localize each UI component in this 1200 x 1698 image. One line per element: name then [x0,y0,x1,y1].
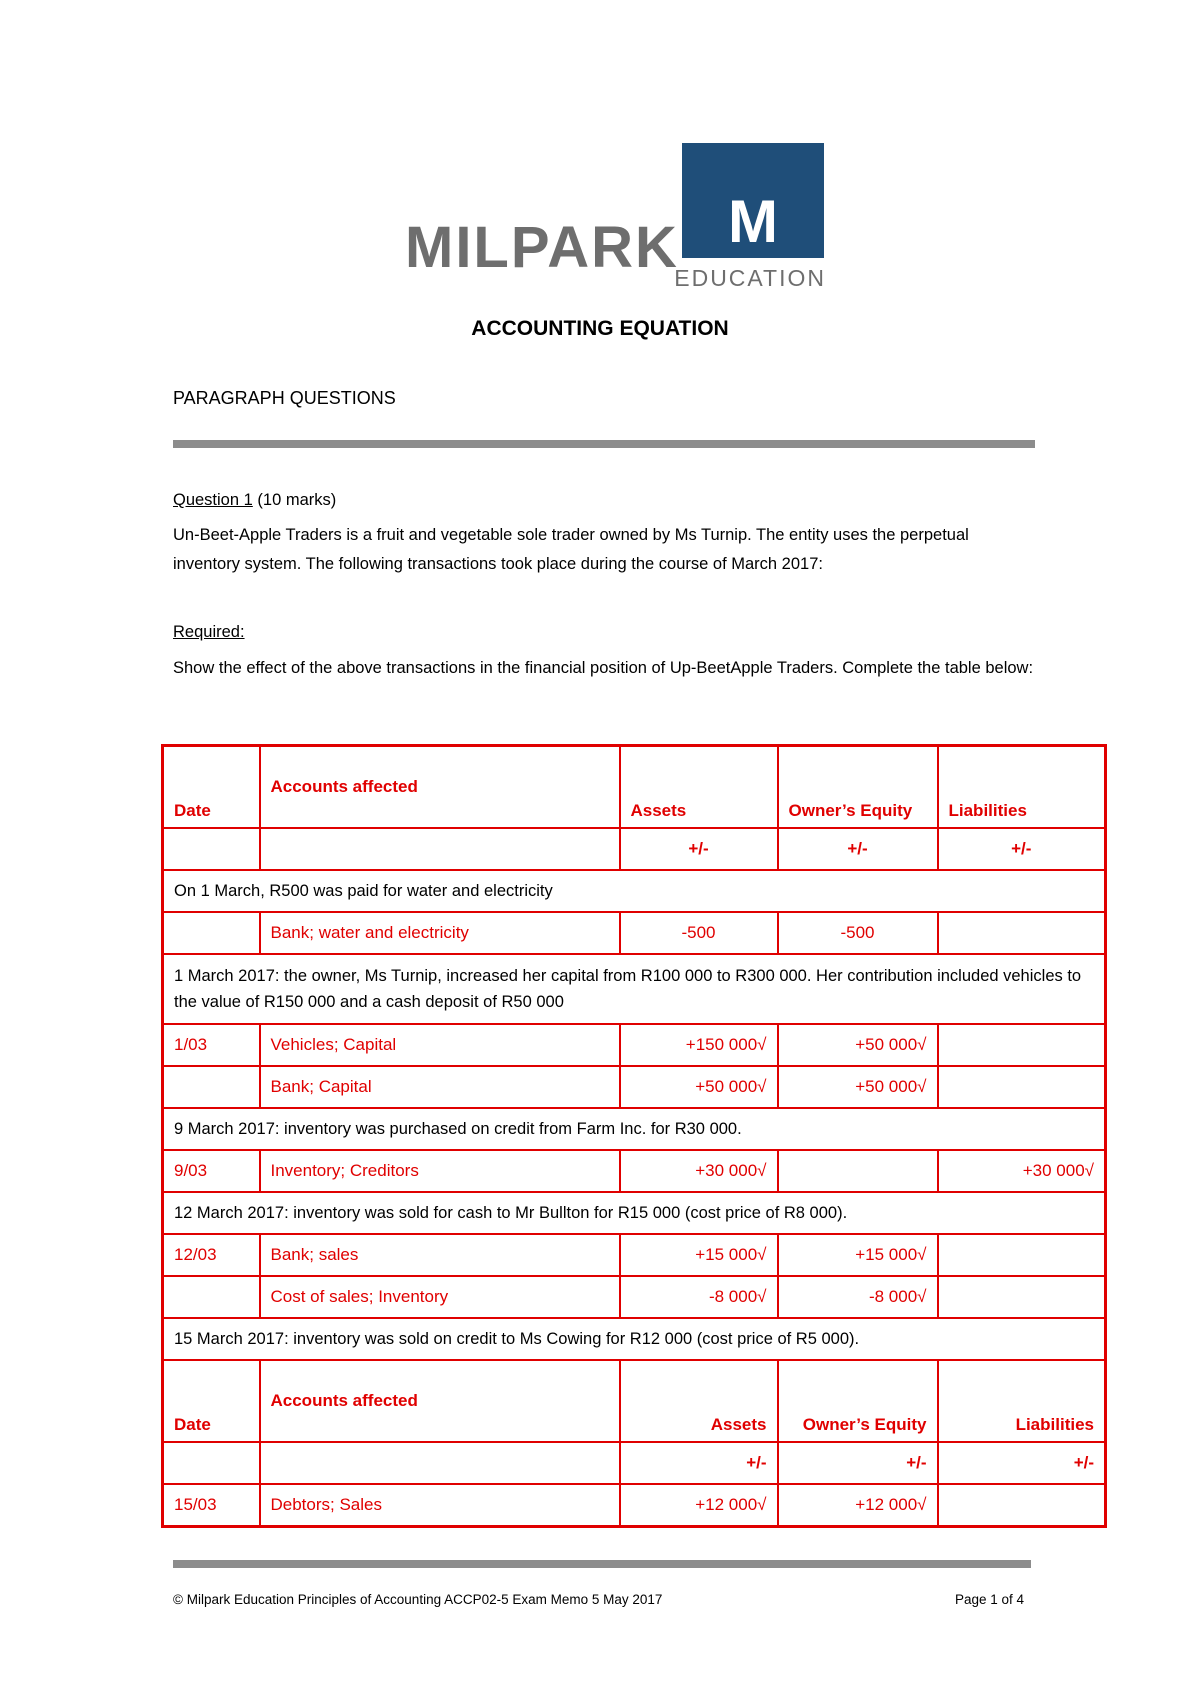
header-accounts: Accounts affected [260,746,620,829]
sign-cell-empty [260,1442,620,1484]
table-header-row-repeat [163,1360,1106,1442]
header-date: Date [163,1360,260,1442]
sign-cell-empty [163,1442,260,1484]
table-row [163,1024,1106,1066]
cell-equity: +50 000√ [778,1066,938,1108]
logo-education: EDUCATION [674,265,826,291]
cell-liabilities [938,1066,1106,1108]
milpark-logo [405,143,825,293]
section-subtitle: PARAGRAPH QUESTIONS [173,388,396,408]
transaction-description: On 1 March, R500 was paid for water and electricity [163,870,1106,912]
page-title: ACCOUNTING EQUATION [471,317,729,340]
cell-equity: +50 000√ [778,1024,938,1066]
question-heading [173,491,1035,510]
header-liabilities: Liabilities [938,746,1106,829]
logo-wordmark: MILPARK [405,215,679,280]
bottom-divider [173,1560,1031,1568]
cell-assets: +12 000√ [620,1484,778,1527]
transaction-description-row [163,1108,1106,1150]
cell-liabilities [938,1484,1106,1527]
question-body: Un-Beet-Apple Traders is a fruit and vegetable sole trader owned by Ms Turnip. The entity uses the perpetual inventory system. The following transactions took place during the course of March 2017: [173,526,969,573]
transaction-description-row [163,954,1106,1024]
cell-accounts: Bank; Capital [260,1066,620,1108]
sign-assets: +/- [620,1442,778,1484]
header-accounts: Accounts affected [260,1360,620,1442]
required-body: Show the effect of the above transactions in the financial position of Up-BeetApple Traders. Complete the table below: [173,659,1034,677]
cell-accounts: Bank; water and electricity [260,912,620,954]
top-divider [173,440,1035,448]
sign-assets: +/- [620,828,778,870]
cell-date: 9/03 [163,1150,260,1192]
table-row [163,912,1106,954]
table-row [163,1484,1106,1527]
sign-liabilities: +/- [938,1442,1106,1484]
sign-equity: +/- [778,1442,938,1484]
transaction-description: 15 March 2017: inventory was sold on credit to Ms Cowing for R12 000 (cost price of R5 000). [163,1318,1106,1360]
required-label: Required: [173,623,245,641]
question-label: Question 1 [173,491,253,509]
cell-accounts: Inventory; Creditors [260,1150,620,1192]
transaction-description: 12 March 2017: inventory was sold for cash to Mr Bullton for R15 000 (cost price of R8 000). [163,1192,1106,1234]
question-marks: (10 marks) [257,491,337,509]
transaction-description-row [163,870,1106,912]
cell-liabilities [938,1234,1106,1276]
cell-assets: +50 000√ [620,1066,778,1108]
cell-assets: +30 000√ [620,1150,778,1192]
transaction-description: 9 March 2017: inventory was purchased on credit from Farm Inc. for R30 000. [163,1108,1106,1150]
cell-assets: +150 000√ [620,1024,778,1066]
transaction-description-row [163,1192,1106,1234]
table-sign-row [163,828,1106,870]
logo-square [682,143,824,258]
footer-page-number: Page 1 of 4 [955,1592,1025,1607]
cell-date [163,912,260,954]
header-assets: Assets [620,746,778,829]
table-row [163,1150,1106,1192]
footer-copyright: © Milpark Education Principles of Accounting ACCP02-5 Exam Memo 5 May 2017 [173,1592,663,1607]
cell-accounts: Debtors; Sales [260,1484,620,1527]
cell-liabilities [938,1024,1106,1066]
cell-equity: +15 000√ [778,1234,938,1276]
cell-liabilities: +30 000√ [938,1150,1106,1192]
cell-equity: -8 000√ [778,1276,938,1318]
sign-equity: +/- [778,828,938,870]
table-row [163,1234,1106,1276]
transaction-description: 1 March 2017: the owner, Ms Turnip, increased her capital from R100 000 to R300 000. Her contribution included vehicles to the value of R150 000 and a cash deposit of R50 000 [163,954,1106,1024]
cell-accounts: Cost of sales; Inventory [260,1276,620,1318]
header-liabilities: Liabilities [938,1360,1106,1442]
accounting-equation-table [161,744,1107,1528]
sign-cell-empty [163,828,260,870]
cell-assets: +15 000√ [620,1234,778,1276]
cell-equity [778,1150,938,1192]
logo-m-letter: M [728,188,778,255]
cell-date: 1/03 [163,1024,260,1066]
cell-liabilities [938,912,1106,954]
header-equity: Owner’s Equity [778,746,938,829]
header-equity: Owner’s Equity [778,1360,938,1442]
cell-equity: -500 [778,912,938,954]
cell-date [163,1066,260,1108]
cell-assets: -500 [620,912,778,954]
table-header-row [163,746,1106,829]
cell-accounts: Vehicles; Capital [260,1024,620,1066]
header-assets: Assets [620,1360,778,1442]
header-date: Date [163,746,260,829]
cell-equity: +12 000√ [778,1484,938,1527]
sign-liabilities: +/- [938,828,1106,870]
cell-assets: -8 000√ [620,1276,778,1318]
cell-liabilities [938,1276,1106,1318]
sign-cell-empty [260,828,620,870]
table-sign-row-repeat [163,1442,1106,1484]
transaction-description-row [163,1318,1106,1360]
table-row [163,1066,1106,1108]
table-row [163,1276,1106,1318]
cell-date [163,1276,260,1318]
cell-accounts: Bank; sales [260,1234,620,1276]
cell-date: 12/03 [163,1234,260,1276]
cell-date: 15/03 [163,1484,260,1527]
